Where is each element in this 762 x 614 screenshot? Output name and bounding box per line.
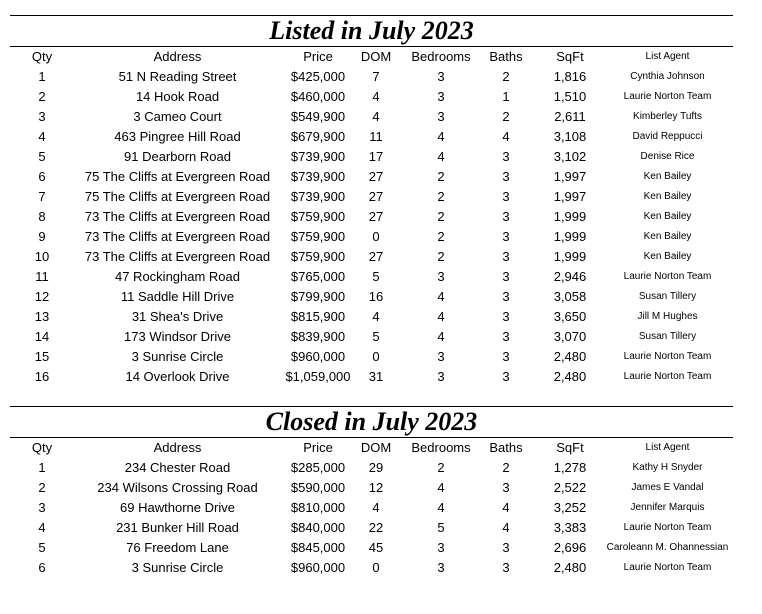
price-cell: $960,000 xyxy=(290,560,346,575)
sqft-cell: 2,946 xyxy=(553,269,587,284)
qty-cell: 1 xyxy=(38,69,46,84)
dom-cell: 7 xyxy=(372,69,380,84)
price-cell: $759,900 xyxy=(290,249,346,264)
col-bedrooms-header: Bedrooms xyxy=(411,49,471,64)
qty-cell: 7 xyxy=(38,189,46,204)
price-cell: $759,900 xyxy=(290,209,346,224)
dom-cell: 29 xyxy=(368,460,384,475)
price-cell: $759,900 xyxy=(290,229,346,244)
sqft-cell: 2,480 xyxy=(553,349,587,364)
dom-cell: 22 xyxy=(368,520,384,535)
bedrooms-cell: 4 xyxy=(437,129,445,144)
bedrooms-cell: 2 xyxy=(437,169,445,184)
agent-cell: Cynthia Johnson xyxy=(630,71,705,82)
address-cell: 51 N Reading Street xyxy=(118,69,237,84)
agent-cell: Laurie Norton Team xyxy=(623,351,712,362)
baths-cell: 3 xyxy=(502,189,510,204)
dom-cell: 4 xyxy=(372,89,380,104)
sqft-cell: 2,696 xyxy=(553,540,587,555)
price-cell: $815,900 xyxy=(290,309,346,324)
col-agent-header: List Agent xyxy=(645,51,690,62)
qty-cell: 6 xyxy=(38,169,46,184)
baths-cell: 3 xyxy=(502,289,510,304)
agent-cell: Susan Tillery xyxy=(638,331,697,342)
table-row xyxy=(10,538,733,558)
address-cell: 463 Pingree Hill Road xyxy=(114,129,241,144)
qty-cell: 2 xyxy=(38,480,46,495)
bedrooms-cell: 2 xyxy=(437,229,445,244)
baths-cell: 4 xyxy=(502,500,510,515)
bedrooms-cell: 3 xyxy=(437,369,445,384)
agent-cell: Laurie Norton Team xyxy=(623,271,712,282)
sqft-cell: 1,997 xyxy=(553,169,587,184)
baths-cell: 2 xyxy=(502,69,510,84)
baths-cell: 3 xyxy=(502,169,510,184)
price-cell: $679,900 xyxy=(290,129,346,144)
agent-cell: Caroleann M. Ohannessian xyxy=(606,542,729,553)
bedrooms-cell: 3 xyxy=(437,269,445,284)
bedrooms-cell: 3 xyxy=(437,89,445,104)
qty-cell: 3 xyxy=(38,109,46,124)
dom-cell: 31 xyxy=(368,369,384,384)
baths-cell: 4 xyxy=(502,129,510,144)
agent-cell: David Reppucci xyxy=(632,131,703,142)
dom-cell: 5 xyxy=(372,329,380,344)
qty-cell: 13 xyxy=(34,309,50,324)
col-bedrooms-header: Bedrooms xyxy=(411,440,471,455)
agent-cell: Denise Rice xyxy=(640,151,695,162)
address-cell: 173 Windsor Drive xyxy=(124,329,231,344)
table-row xyxy=(10,458,733,478)
dom-cell: 0 xyxy=(372,560,380,575)
agent-cell: Laurie Norton Team xyxy=(623,91,712,102)
dom-cell: 17 xyxy=(368,149,384,164)
address-cell: 234 Wilsons Crossing Road xyxy=(97,480,258,495)
price-cell: $1,059,000 xyxy=(285,369,351,384)
table-row xyxy=(10,478,733,498)
sqft-cell: 2,611 xyxy=(554,109,586,124)
price-cell: $739,900 xyxy=(290,189,346,204)
baths-cell: 3 xyxy=(502,249,510,264)
bedrooms-cell: 3 xyxy=(437,109,445,124)
address-cell: 231 Bunker Hill Road xyxy=(116,520,239,535)
agent-cell: Ken Bailey xyxy=(643,251,692,262)
qty-cell: 6 xyxy=(38,560,46,575)
price-cell: $810,000 xyxy=(290,500,346,515)
dom-cell: 5 xyxy=(372,269,380,284)
address-cell: 234 Chester Road xyxy=(124,460,231,475)
sqft-cell: 2,480 xyxy=(553,369,587,384)
listed-title: Listed in July 2023 xyxy=(269,16,474,45)
sqft-cell: 2,522 xyxy=(553,480,587,495)
bedrooms-cell: 3 xyxy=(437,540,445,555)
address-cell: 75 The Cliffs at Evergreen Road xyxy=(84,169,271,184)
dom-cell: 4 xyxy=(372,109,380,124)
price-cell: $799,900 xyxy=(290,289,346,304)
price-cell: $425,000 xyxy=(290,69,346,84)
agent-cell: Susan Tillery xyxy=(638,291,697,302)
qty-cell: 11 xyxy=(35,269,49,284)
qty-cell: 1 xyxy=(38,460,46,475)
bedrooms-cell: 2 xyxy=(437,249,445,264)
col-qty-header: Qty xyxy=(31,49,53,64)
address-cell: 3 Cameo Court xyxy=(133,109,222,124)
agent-cell: Kathy H Snyder xyxy=(632,462,703,473)
baths-cell: 3 xyxy=(502,309,510,324)
bedrooms-cell: 4 xyxy=(437,329,445,344)
sqft-cell: 1,999 xyxy=(553,249,587,264)
sqft-cell: 1,278 xyxy=(553,460,587,475)
sqft-cell: 2,480 xyxy=(553,560,587,575)
closed-section xyxy=(10,0,733,614)
price-cell: $839,900 xyxy=(290,329,346,344)
address-cell: 11 Saddle Hill Drive xyxy=(120,289,235,304)
agent-cell: Ken Bailey xyxy=(643,211,692,222)
sqft-cell: 3,383 xyxy=(553,520,587,535)
agent-cell: Laurie Norton Team xyxy=(623,562,712,573)
qty-cell: 16 xyxy=(34,369,50,384)
dom-cell: 4 xyxy=(372,309,380,324)
price-cell: $549,900 xyxy=(290,109,346,124)
col-sqft-header: SqFt xyxy=(556,49,584,64)
baths-cell: 3 xyxy=(502,349,510,364)
baths-cell: 2 xyxy=(502,460,510,475)
agent-cell: James E Vandal xyxy=(631,482,704,493)
col-baths-header: Baths xyxy=(489,49,523,64)
dom-cell: 16 xyxy=(368,289,384,304)
agent-cell: Laurie Norton Team xyxy=(623,371,712,382)
price-cell: $960,000 xyxy=(290,349,346,364)
sqft-cell: 3,070 xyxy=(553,329,587,344)
bedrooms-cell: 5 xyxy=(437,520,445,535)
price-cell: $845,000 xyxy=(290,540,346,555)
sqft-cell: 1,816 xyxy=(553,69,587,84)
table-row xyxy=(10,498,733,518)
dom-cell: 0 xyxy=(372,349,380,364)
bedrooms-cell: 4 xyxy=(437,480,445,495)
address-cell: 3 Sunrise Circle xyxy=(131,560,224,575)
sqft-cell: 1,510 xyxy=(553,89,587,104)
price-cell: $285,000 xyxy=(290,460,346,475)
baths-cell: 2 xyxy=(502,109,510,124)
closed-header-row xyxy=(10,438,733,458)
price-cell: $739,900 xyxy=(290,169,346,184)
address-cell: 73 The Cliffs at Evergreen Road xyxy=(84,229,271,244)
address-cell: 91 Dearborn Road xyxy=(124,149,231,164)
dom-cell: 27 xyxy=(368,209,384,224)
qty-cell: 4 xyxy=(38,129,46,144)
dom-cell: 27 xyxy=(368,169,384,184)
baths-cell: 3 xyxy=(502,149,510,164)
dom-cell: 0 xyxy=(372,229,380,244)
agent-cell: Ken Bailey xyxy=(643,191,692,202)
table-row xyxy=(10,518,733,538)
bedrooms-cell: 4 xyxy=(437,309,445,324)
bedrooms-cell: 3 xyxy=(437,560,445,575)
baths-cell: 3 xyxy=(502,229,510,244)
col-price-header: Price xyxy=(303,440,333,455)
qty-cell: 12 xyxy=(34,289,50,304)
bedrooms-cell: 4 xyxy=(437,500,445,515)
address-cell: 73 The Cliffs at Evergreen Road xyxy=(84,209,271,224)
bedrooms-cell: 2 xyxy=(437,189,445,204)
sqft-cell: 3,650 xyxy=(553,309,587,324)
sqft-cell: 3,108 xyxy=(553,129,587,144)
dom-cell: 12 xyxy=(368,480,384,495)
sqft-cell: 3,058 xyxy=(553,289,587,304)
qty-cell: 5 xyxy=(38,149,46,164)
address-cell: 76 Freedom Lane xyxy=(126,540,229,555)
qty-cell: 9 xyxy=(38,229,46,244)
col-price-header: Price xyxy=(303,49,333,64)
baths-cell: 3 xyxy=(502,329,510,344)
price-cell: $739,900 xyxy=(290,149,346,164)
address-cell: 31 Shea's Drive xyxy=(131,309,224,324)
baths-cell: 3 xyxy=(502,480,510,495)
closed-title: Closed in July 2023 xyxy=(265,407,478,436)
col-dom-header: DOM xyxy=(360,49,392,64)
sqft-cell: 1,999 xyxy=(553,229,587,244)
qty-cell: 15 xyxy=(34,349,50,364)
address-cell: 73 The Cliffs at Evergreen Road xyxy=(84,249,271,264)
col-dom-header: DOM xyxy=(360,440,392,455)
col-agent-header: List Agent xyxy=(645,442,690,453)
address-cell: 75 The Cliffs at Evergreen Road xyxy=(84,189,271,204)
bedrooms-cell: 3 xyxy=(437,349,445,364)
bedrooms-cell: 2 xyxy=(437,209,445,224)
baths-cell: 3 xyxy=(502,369,510,384)
agent-cell: Jennifer Marquis xyxy=(630,502,705,513)
agent-cell: Ken Bailey xyxy=(643,231,692,242)
qty-cell: 2 xyxy=(38,89,46,104)
dom-cell: 27 xyxy=(368,249,384,264)
qty-cell: 4 xyxy=(38,520,46,535)
qty-cell: 3 xyxy=(38,500,46,515)
col-qty-header: Qty xyxy=(31,440,53,455)
qty-cell: 8 xyxy=(38,209,46,224)
col-address-header: Address xyxy=(153,440,202,455)
address-cell: 14 Overlook Drive xyxy=(125,369,230,384)
address-cell: 69 Hawthorne Drive xyxy=(120,500,235,515)
sqft-cell: 3,102 xyxy=(553,149,587,164)
agent-cell: Kimberley Tufts xyxy=(633,111,702,122)
bedrooms-cell: 2 xyxy=(437,460,445,475)
col-address-header: Address xyxy=(153,49,202,64)
dom-cell: 11 xyxy=(369,129,383,144)
baths-cell: 3 xyxy=(502,540,510,555)
sqft-cell: 1,999 xyxy=(553,209,587,224)
price-cell: $840,000 xyxy=(290,520,346,535)
price-cell: $765,000 xyxy=(290,269,346,284)
agent-cell: Laurie Norton Team xyxy=(623,522,712,533)
qty-cell: 10 xyxy=(34,249,50,264)
price-cell: $460,000 xyxy=(290,89,346,104)
address-cell: 47 Rockingham Road xyxy=(114,269,241,284)
bedrooms-cell: 3 xyxy=(437,69,445,84)
sqft-cell: 3,252 xyxy=(553,500,587,515)
agent-cell: Ken Bailey xyxy=(643,171,692,182)
dom-cell: 45 xyxy=(368,540,384,555)
address-cell: 14 Hook Road xyxy=(135,89,220,104)
bedrooms-cell: 4 xyxy=(437,289,445,304)
address-cell: 3 Sunrise Circle xyxy=(131,349,224,364)
baths-cell: 4 xyxy=(502,520,510,535)
sqft-cell: 1,997 xyxy=(553,189,587,204)
baths-cell: 3 xyxy=(502,560,510,575)
dom-cell: 4 xyxy=(372,500,380,515)
baths-cell: 3 xyxy=(502,269,510,284)
baths-cell: 1 xyxy=(502,89,510,104)
bedrooms-cell: 4 xyxy=(437,149,445,164)
dom-cell: 27 xyxy=(368,189,384,204)
agent-cell: Jill M Hughes xyxy=(637,311,698,322)
qty-cell: 5 xyxy=(38,540,46,555)
price-cell: $590,000 xyxy=(290,480,346,495)
baths-cell: 3 xyxy=(502,209,510,224)
qty-cell: 14 xyxy=(34,329,50,344)
table-row xyxy=(10,558,733,578)
col-sqft-header: SqFt xyxy=(556,440,584,455)
col-baths-header: Baths xyxy=(489,440,523,455)
